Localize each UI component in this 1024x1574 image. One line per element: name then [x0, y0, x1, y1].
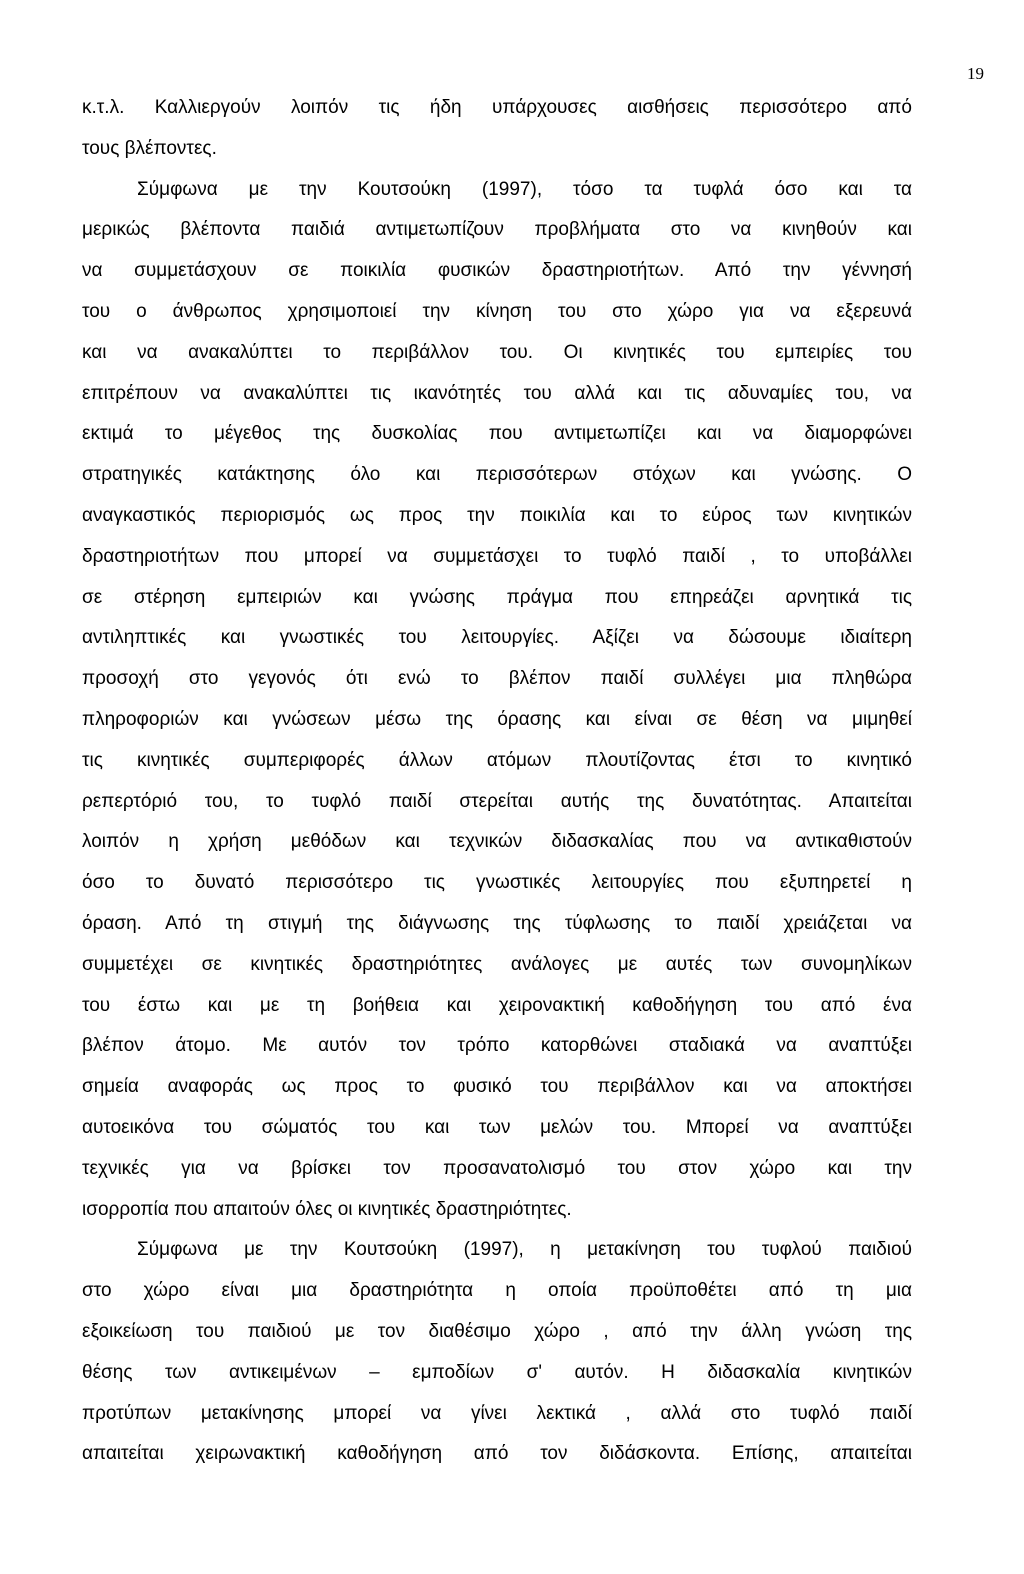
text-line: στρατηγικές κατάκτησης όλο και περισσότερων στόχων και γνώσης. Ο: [82, 464, 912, 486]
page-number: 19: [967, 64, 984, 83]
text-line: θέσης των αντικειμένων – εμποδίων σ' αυτόν. Η διδασκαλία κινητικών: [82, 1361, 912, 1383]
text-line: μερικώς βλέποντα παιδιά αντιμετωπίζουν προβλήματα στο να κινηθούν και: [82, 219, 912, 241]
text-line: βλέπον άτομο. Με αυτόν τον τρόπο κατορθώνει σταδιακά να αναπτύξει: [82, 1035, 912, 1057]
text-line: αντιληπτικές και γνωστικές του λειτουργίες. Αξίζει να δώσουμε ιδιαίτερη: [82, 627, 912, 649]
text-line: ισορροπία που απαιτούν όλες οι κινητικές δραστηριότητες.: [82, 1198, 572, 1220]
text-line: του έστω και με τη βοήθεια και χειρονακτική καθοδήγηση του από ένα: [82, 994, 912, 1016]
text-line: ρεπερτόριό του, το τυφλό παιδί στερείται αυτής της δυνατότητας. Απαιτείται: [82, 790, 912, 812]
text-line: στο χώρο είναι μια δραστηριότητα η οποία προϋποθέτει από τη μια: [82, 1280, 912, 1302]
paragraph-start-line: Σύμφωνα με την Κουτσούκη (1997), τόσο τα τυφλά όσο και τα: [137, 178, 912, 200]
text-line: κ.τ.λ. Καλλιεργούν λοιπόν τις ήδη υπάρχουσες αισθήσεις περισσότερο από: [82, 97, 912, 118]
text-line: όραση. Από τη στιγμή της διάγνωσης της τύφλωσης το παιδί χρειάζεται να: [82, 912, 912, 934]
text-line: να συμμετάσχουν σε ποικιλία φυσικών δραστηριοτήτων. Από την γέννησή: [82, 260, 912, 282]
text-line: σε στέρηση εμπειριών και γνώσης πράγμα που επηρεάζει αρνητικά τις: [82, 586, 912, 608]
text-line: όσο το δυνατό περισσότερο τις γνωστικές λειτουργίες που εξυπηρετεί η: [82, 872, 912, 894]
text-line: τεχνικές για να βρίσκει τον προσανατολισμό του στον χώρο και την: [82, 1157, 912, 1179]
text-line: εξοικείωση του παιδιού με τον διαθέσιμο χώρο , από την άλλη γνώση της: [82, 1320, 912, 1342]
text-line: σημεία αναφοράς ως προς το φυσικό του περιβάλλον και να αποκτήσει: [82, 1076, 912, 1098]
text-line: εκτιμά το μέγεθος της δυσκολίας που αντιμετωπίζει και να διαμορφώνει: [82, 423, 912, 445]
text-line: τους βλέποντες.: [82, 137, 217, 159]
text-line: τις κινητικές συμπεριφορές άλλων ατόμων πλουτίζοντας έτσι το κινητικό: [82, 749, 912, 771]
text-line: προσοχή στο γεγονός ότι ενώ το βλέπον παιδί συλλέγει μια πληθώρα: [82, 668, 912, 690]
text-line: και να ανακαλύπτει το περιβάλλον του. Οι κινητικές του εμπειρίες του: [82, 341, 912, 363]
text-line: συμμετέχει σε κινητικές δραστηριότητες ανάλογες με αυτές των συνομηλίκων: [82, 953, 912, 975]
paragraph-start-line: Σύμφωνα με την Κουτσούκη (1997), η μετακίνηση του τυφλού παιδιού: [137, 1239, 912, 1261]
text-line: λοιπόν η χρήση μεθόδων και τεχνικών διδασκαλίας που να αντικαθιστούν: [82, 831, 912, 853]
text-line: προτύπων μετακίνησης μπορεί να γίνει λεκτικά , αλλά στο τυφλό παιδί: [82, 1402, 912, 1424]
body-text: [82, 88, 912, 1475]
text-line: επιτρέπουν να ανακαλύπτει τις ικανότητές του αλλά και τις αδυναμίες του, να: [82, 382, 912, 404]
text-line: αναγκαστικός περιορισμός ως προς την ποικιλία και το εύρος των κινητικών: [82, 504, 912, 526]
text-line: αυτοεικόνα του σώματός του και των μελών του. Μπορεί να αναπτύξει: [82, 1116, 912, 1138]
text-line: δραστηριοτήτων που μπορεί να συμμετάσχει το τυφλό παιδί , το υποβάλλει: [82, 545, 912, 567]
text-line: απαιτείται χειρωνακτική καθοδήγηση από τον διδάσκοντα. Επίσης, απαιτείται: [82, 1443, 912, 1465]
text-line: πληροφοριών και γνώσεων μέσω της όρασης και είναι σε θέση να μιμηθεί: [82, 708, 912, 730]
text-line: του ο άνθρωπος χρησιμοποιεί την κίνηση του στο χώρο για να εξερευνά: [82, 300, 912, 322]
